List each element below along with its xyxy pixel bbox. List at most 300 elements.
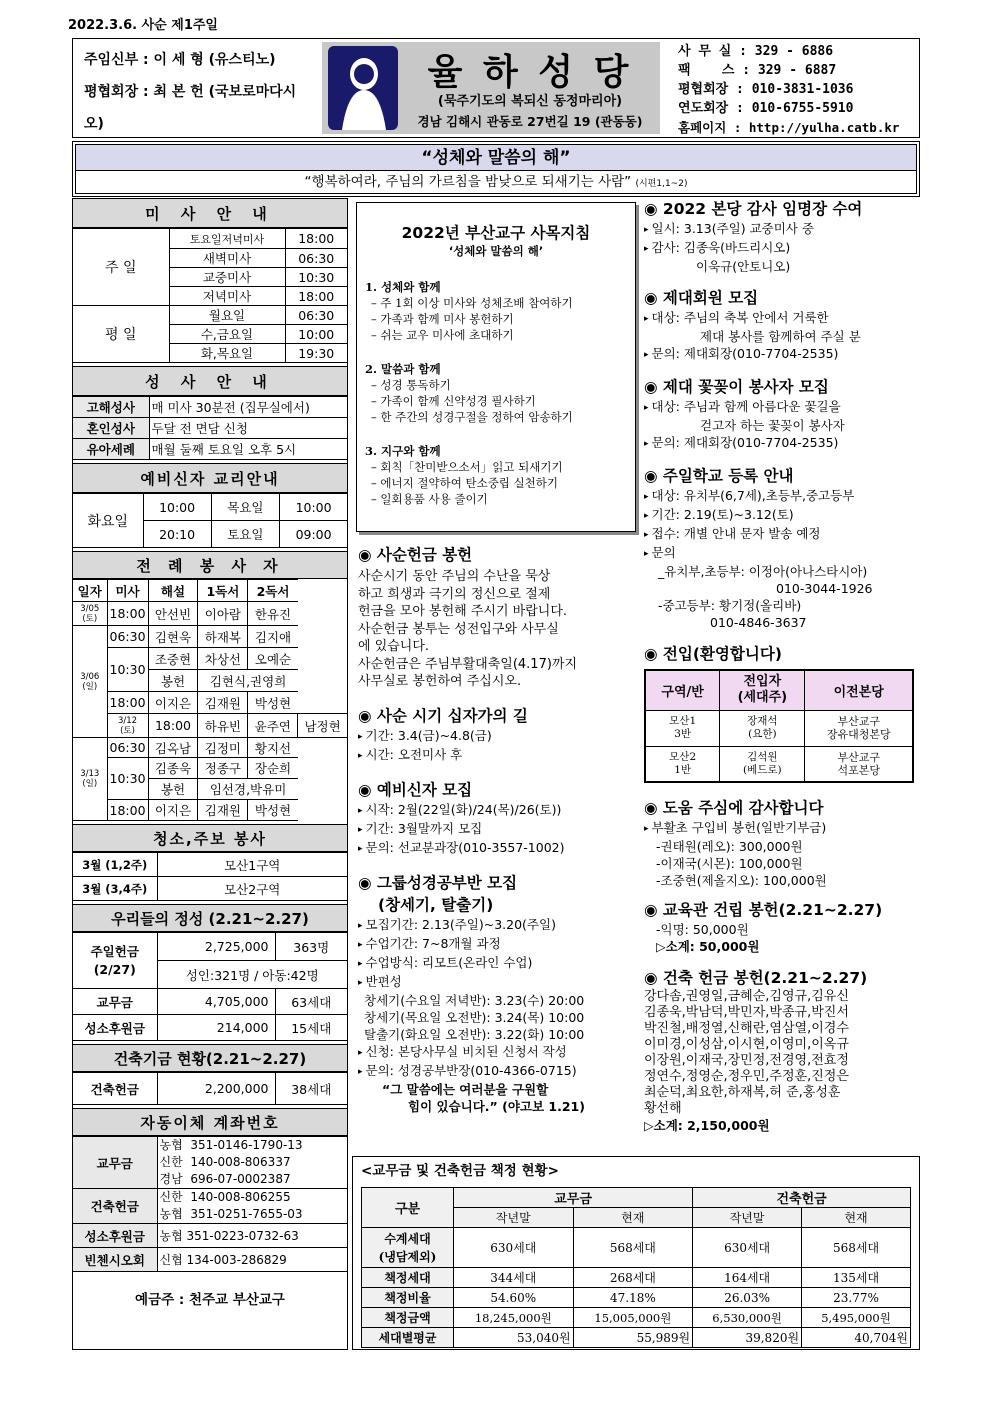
status-row-label: 책정세대 — [362, 1268, 454, 1288]
text-line: 하고 희생과 극기의 정신으로 절제 — [358, 586, 551, 602]
donor-line: 최순덕,최요한,하재복,허 준,홍성훈 — [644, 1085, 841, 1100]
class-time: 09:00 — [280, 521, 347, 548]
school-item — [644, 506, 920, 525]
server-cell: 차상선 — [198, 648, 248, 670]
class-day: 화요일 — [73, 494, 143, 548]
recruit-item — [358, 801, 640, 820]
school-contact: 010-3044-1926 — [776, 581, 873, 596]
servers-header: 2독서 — [248, 580, 298, 602]
mass-time: 18:00 — [285, 229, 347, 249]
mass-name: 교중미사 — [169, 268, 285, 287]
bible-heading: ◉ 그룹성경공부반 모집 — [358, 873, 518, 892]
bullet-icon: ▸ — [644, 439, 649, 449]
stations-item — [358, 727, 640, 746]
diocese-section — [365, 279, 627, 343]
transfer-cell: 장재석 (요한) — [720, 710, 805, 746]
guideline-item: – 에너지 절약하여 탄소중립 실천하기 — [371, 476, 559, 490]
transfer-header: 이전본당 — [805, 670, 913, 710]
item-text: 수업방식: 리모트(온라인 수업) — [365, 954, 533, 970]
appointment-item — [644, 239, 920, 258]
sunday-label: 주 일 — [73, 229, 169, 306]
status-cell: 47.18% — [573, 1288, 693, 1308]
status-cell: 135세대 — [802, 1268, 911, 1288]
account-label: 성소후원금 — [73, 1224, 157, 1248]
flowers-heading: ◉ 제대 꽃꽂이 봉사자 모집 — [644, 378, 829, 396]
bible-class: 창세기(수요일 저녁반): 3.23(수) 20:00 — [364, 992, 585, 1008]
diocese-title: 2022년 부산교구 사목지침 — [401, 224, 591, 242]
building-total: ▷소계: 2,150,000원 — [644, 1118, 770, 1133]
bullet-icon: ▸ — [644, 314, 649, 324]
status-cell: 23.77% — [802, 1288, 911, 1308]
status-cell: 5,495,000원 — [802, 1308, 911, 1328]
altar-extra: 제대 봉사를 함께하여 주실 분 — [700, 329, 861, 344]
bible-class: 창세기(목요일 오전반): 3.24(목) 10:00 — [364, 1009, 585, 1025]
offering-count: 63세대 — [275, 989, 347, 1015]
server-cell: 하재복 — [198, 626, 248, 648]
church-block — [322, 42, 660, 134]
item-text: 문의: 제대회장(010-7704-2535) — [651, 435, 839, 450]
status-cell: 53,040원 — [454, 1328, 574, 1348]
item-text: 대상: 유치부(6,7세),초등부,중고등부 — [651, 488, 855, 503]
middle-column — [352, 198, 640, 1156]
server-time: 10:30 — [107, 758, 148, 800]
bible-verse: “그 말씀에는 여러분을 구원할 — [382, 1081, 549, 1097]
school-item — [644, 525, 920, 544]
bullet-icon: ▸ — [644, 549, 649, 559]
office-phone: 사 무 실 : 329 - 6886 — [678, 44, 834, 59]
right-column — [640, 198, 920, 1156]
thanks-item: -이재국(시몬): 100,000원 — [656, 856, 803, 871]
servers-title: 전 례 봉 사 자 — [73, 551, 347, 579]
building-fund-table — [73, 1072, 347, 1105]
bible-class: 탈출기(화요일 오전반): 3.22(화) 10:00 — [364, 1026, 585, 1042]
school-contact: -중고등부: 황기정(올리바) — [658, 598, 802, 613]
bullet-icon: ▸ — [358, 843, 363, 854]
server-date: 3/05 (토) — [73, 602, 107, 626]
thanks-heading: ◉ 도움 주심에 감사합니다 — [644, 799, 824, 817]
item-text: 수업기간: 7~8개월 과정 — [365, 935, 501, 951]
server-cell: 한유진 — [248, 602, 298, 626]
server-cell: 황지선 — [248, 738, 298, 758]
server-time: 18:00 — [148, 714, 198, 738]
server-cell: 김현식,권영희 — [198, 670, 298, 692]
diocese-box — [356, 202, 636, 532]
status-cell: 40,704원 — [802, 1328, 911, 1348]
bullet-icon: ▸ — [644, 511, 649, 521]
building-names — [644, 989, 920, 1117]
bullet-icon: ▸ — [358, 977, 363, 988]
bullet-icon: ▸ — [644, 824, 649, 834]
bible-item — [358, 1062, 640, 1081]
status-cell: 268세대 — [573, 1268, 693, 1288]
class-day: 토요일 — [211, 521, 280, 548]
account-numbers: 신한 140-008-806255 농협 351-0251-7655-03 — [157, 1189, 347, 1224]
left-column — [72, 198, 348, 1350]
status-cell: 39,820원 — [693, 1328, 802, 1348]
server-cell: 봉헌 — [148, 779, 198, 800]
accounts-title: 자동이체 계좌번호 — [73, 1108, 347, 1136]
mass-name: 토요일저녁미사 — [169, 229, 285, 249]
mass-name: 화,목요일 — [169, 344, 285, 363]
bible-item — [358, 916, 640, 935]
education-total: ▷소계: 50,000원 — [656, 939, 760, 954]
bullet-icon: ▸ — [644, 244, 649, 254]
server-cell: 박성현 — [248, 800, 298, 821]
fund-amount: 2,200,000 — [157, 1073, 275, 1105]
donor-line: 박진철,배정열,신해란,염삼열,이경수 — [644, 1021, 849, 1036]
item-text: 문의: 제대회장(010-7704-2535) — [651, 346, 839, 361]
server-cell: 이아람 — [198, 602, 248, 626]
lent-heading: ◉ 사순헌금 봉헌 — [358, 546, 473, 564]
server-cell: 김현욱 — [148, 626, 198, 648]
donor-line: 정연수,정영순,정우민,주정훈,진정은 — [644, 1069, 849, 1084]
lent-body — [358, 568, 640, 691]
guideline-item: – 주 1회 이상 미사와 성체조배 참여하기 — [371, 296, 573, 310]
item-text: 일시: 3.13(주일) 교중미사 중 — [651, 221, 814, 236]
sacrament-info: 매월 둘째 토요일 오후 5시 — [149, 439, 347, 460]
school-contact: 010-4846-3637 — [710, 615, 807, 630]
recruit-item — [358, 820, 640, 839]
diocese-section — [365, 443, 627, 507]
mass-time: 10:00 — [285, 325, 347, 344]
status-sub-head: 현재 — [573, 1208, 693, 1228]
bible-item — [358, 973, 640, 992]
item-text: 기간: 2.19(토)~3.12(토) — [651, 507, 794, 522]
item-text: 대상: 주님의 축복 안에서 거룩한 — [651, 310, 829, 325]
status-cell: 164세대 — [693, 1268, 802, 1288]
offering-label: 성소후원금 — [73, 1015, 157, 1041]
church-address: 경남 김해시 관동로 27번길 19 (관동동) — [417, 114, 643, 129]
cleaning-area: 모산2구역 — [157, 877, 347, 901]
bullet-icon: ▸ — [358, 1047, 363, 1058]
status-cell: 630세대 — [693, 1228, 802, 1268]
account-numbers: 신협 134-003-286829 — [157, 1248, 347, 1272]
catechumen-table — [73, 493, 347, 548]
flowers-item — [644, 434, 920, 453]
school-item — [644, 487, 920, 506]
section-heading: 3. 지구와 함께 — [365, 444, 441, 458]
diocese-section — [365, 361, 627, 425]
text-line: 사순헌금 봉투는 성전입구와 사무실 — [358, 621, 559, 637]
mass-title: 미 사 안 내 — [73, 198, 347, 228]
status-sub-head: 현재 — [802, 1208, 911, 1228]
mass-time: 06:30 — [285, 306, 347, 325]
servers-header: 1독서 — [198, 580, 248, 602]
altar-item — [644, 345, 920, 364]
altar-item — [644, 309, 920, 328]
account-label: 교무금 — [73, 1137, 157, 1189]
recruit-heading: ◉ 예비신자 모집 — [358, 780, 473, 799]
thanks-item: -조중현(제올지오): 100,000원 — [656, 873, 827, 888]
servers-header: 일자 — [73, 580, 107, 602]
servers-header: 해설 — [148, 580, 198, 602]
mass-time: 19:30 — [285, 344, 347, 363]
text-line: 사무실로 봉헌하여 주십시오. — [358, 674, 522, 689]
transfer-header: 전입자 (세대주) — [720, 670, 805, 710]
status-cell: 15,005,000원 — [573, 1308, 693, 1328]
item-text: 신청: 본당사무실 비치된 신청서 작성 — [365, 1043, 567, 1059]
server-cell: 하유빈 — [198, 714, 248, 738]
offering-amount: 214,000 — [157, 1015, 275, 1041]
transfer-header: 구역/반 — [645, 670, 720, 710]
fund-count: 38세대 — [275, 1073, 347, 1105]
status-cell: 6,530,000원 — [693, 1308, 802, 1328]
server-time: 10:30 — [107, 648, 148, 692]
transfer-cell: 모산2 1반 — [645, 746, 720, 782]
text-line: 헌금을 모아 봉헌해 주시기 바랍니다. — [358, 604, 568, 619]
issue-date: 2022.3.6. 사순 제1주일 — [68, 18, 218, 33]
offering-label: 교무금 — [73, 989, 157, 1015]
item-text: 부활초 구입비 봉헌(일반기부금) — [651, 820, 827, 835]
server-cell: 이지은 — [148, 692, 198, 714]
school-contact: _유치부,초등부: 이정아(아나스타시아) — [658, 564, 868, 579]
server-cell: 조중현 — [148, 648, 198, 670]
cleaning-table — [73, 852, 347, 901]
school-item — [644, 544, 920, 563]
status-cell: 630세대 — [454, 1228, 574, 1268]
banner-quote: “행복하여라, 주님의 가르침을 밤낮으로 되새기는 사람” — [304, 174, 632, 190]
status-cell: 26.03% — [693, 1288, 802, 1308]
text-line: 사순헌금은 주님부활대축일(4.17)까지 — [358, 656, 578, 672]
bullet-icon: ▸ — [358, 958, 363, 969]
transfer-cell: 부산교구 장유대청본당 — [805, 710, 913, 746]
section-heading: 2. 말씀과 함께 — [365, 362, 441, 376]
offering-detail: 성인:321명 / 아동:42명 — [157, 961, 347, 989]
bible-heading-sub: (창세기, 탈출기) — [378, 895, 494, 914]
bullet-icon: ▸ — [358, 824, 363, 835]
mass-name: 저녁미사 — [169, 287, 285, 306]
church-name: 율 하 성 당 — [427, 52, 633, 93]
bullet-icon: ▸ — [644, 350, 649, 360]
status-row-label: 수계세대 (냉담제외) — [362, 1228, 454, 1268]
server-cell: 이지은 — [148, 800, 198, 821]
donor-line: 이장원,이재국,장민정,전경영,전효정 — [644, 1053, 849, 1068]
item-text: 대상: 주님과 함께 아름다운 꽃길을 — [651, 399, 841, 414]
item-text: 모집기간: 2.13(주일)~3.20(주일) — [365, 916, 556, 932]
madonna-logo — [328, 46, 398, 130]
server-time: 18:00 — [107, 800, 148, 821]
stations-item — [358, 746, 640, 765]
status-table — [361, 1187, 911, 1348]
mass-time: 18:00 — [285, 287, 347, 306]
cleaning-week: 3월 (1,2주) — [73, 853, 157, 877]
bullet-icon: ▸ — [358, 750, 363, 761]
council-name: 평협회장 : 최 본 헌 (국보로마다시오) — [84, 84, 297, 132]
class-time: 20:10 — [143, 521, 211, 548]
thanks-item: -권태원(레오): 300,000원 — [656, 839, 803, 854]
mass-table — [73, 228, 347, 363]
server-cell: 오예순 — [248, 648, 298, 670]
header-contacts — [678, 42, 918, 137]
bullet-icon: ▸ — [644, 492, 649, 502]
server-cell: 안선빈 — [148, 602, 198, 626]
year-banner — [72, 141, 920, 197]
sacrament-info: 매 미사 30분전 (집무실에서) — [149, 397, 347, 418]
offering-amount: 4,705,000 — [157, 989, 275, 1015]
thanks-sub — [644, 819, 920, 838]
fax-number: 팩 스 : 329 - 6887 — [678, 63, 837, 78]
bible-verse-end: 힘이 있습니다.” (야고보 1.21) — [408, 1098, 585, 1114]
status-row-label: 책정비율 — [362, 1288, 454, 1308]
donor-line: 황선해 — [644, 1101, 682, 1116]
server-time: 18:00 — [107, 602, 148, 626]
appointment-heading: ◉ 2022 본당 감사 임명장 수여 — [644, 200, 863, 218]
transfer-cell: 김석원 (베드로) — [720, 746, 805, 782]
offering-title: 우리들의 정성 (2.21~2.27) — [73, 904, 347, 932]
transfer-table — [644, 669, 914, 783]
donor-line: 강다솜,권영일,금혜순,김영규,김유신 — [644, 989, 849, 1004]
item-text: 반편성 — [365, 973, 402, 989]
offering-count: 15세대 — [275, 1015, 347, 1041]
banner-title: “성체와 말씀의 해” — [76, 145, 916, 171]
bible-item — [358, 954, 640, 973]
sacrament-info: 두달 전 면담 신청 — [149, 418, 347, 439]
item-text: 문의: 성경공부반장(010-4366-0715) — [365, 1062, 577, 1078]
cleaning-area: 모산1구역 — [157, 853, 347, 877]
class-day: 목요일 — [211, 494, 280, 521]
item-text: 시간: 오전미사 후 — [365, 746, 463, 762]
guideline-item: – 가족과 함께 미사 봉헌하기 — [371, 312, 514, 326]
item-text: 시작: 2월(22일(화)/24(목)/26(토)) — [365, 801, 562, 817]
guideline-item: – 쉬는 교우 미사에 초대하기 — [371, 328, 514, 342]
status-sub-head: 작년말 — [693, 1208, 802, 1228]
elder-phone: 연도회장 : 010-6755-5910 — [678, 101, 854, 116]
bullet-icon: ▸ — [644, 530, 649, 540]
status-row-label: 세대별평균 — [362, 1328, 454, 1348]
recruit-item — [358, 839, 640, 858]
appointment-extra: 이욱규(안토니오) — [696, 259, 791, 274]
bullet-icon: ▸ — [358, 1066, 363, 1077]
stations-heading: ◉ 사순 시기 십자가의 길 — [358, 706, 528, 725]
council-phone: 평협회장 : 010-3831-1036 — [678, 82, 854, 97]
flowers-extra: 걷고자 하는 꽃꽂이 봉사자 — [700, 418, 845, 433]
guideline-item: – 일회용품 사용 줄이기 — [371, 492, 488, 506]
education-heading: ◉ 교육관 건립 봉헌(2.21~2.27) — [644, 901, 883, 919]
status-cell: 54.60% — [454, 1288, 574, 1308]
guideline-item: – 한 주간의 성경구절을 정하여 암송하기 — [371, 410, 573, 424]
building-heading: ◉ 건축 헌금 봉헌(2.21~2.27) — [644, 969, 868, 987]
server-cell: 임선경,박유미 — [198, 779, 298, 800]
fund-label: 건축헌금 — [73, 1073, 157, 1105]
mass-time: 06:30 — [285, 249, 347, 268]
server-cell: 봉헌 — [148, 670, 198, 692]
mass-time: 10:30 — [285, 268, 347, 287]
sacrament-name: 고해성사 — [73, 397, 149, 418]
server-cell: 장순희 — [248, 758, 298, 779]
status-box — [352, 1156, 920, 1350]
bible-item — [358, 1043, 640, 1062]
transfer-cell: 부산교구 석포본당 — [805, 746, 913, 782]
mass-name: 수,금요일 — [169, 325, 285, 344]
building-fund-title: 건축기금 현황(2.21~2.27) — [73, 1044, 347, 1072]
transfer-heading: ◉ 전입(환영합니다) — [644, 645, 782, 663]
server-cell: 김재원 — [198, 692, 248, 714]
server-cell: 김종욱 — [148, 758, 198, 779]
guideline-item: – 가족이 함께 신약성경 필사하기 — [371, 394, 536, 408]
server-cell: 정종구 — [198, 758, 248, 779]
item-text: 기간: 3월말까지 모집 — [365, 820, 483, 836]
server-cell: 남정현 — [298, 714, 347, 738]
status-cell: 568세대 — [802, 1228, 911, 1268]
sacrament-name: 유아세례 — [73, 439, 149, 460]
server-cell: 김지애 — [248, 626, 298, 648]
offering-count: 363명 — [275, 933, 347, 961]
account-label: 빈첸시오회 — [73, 1248, 157, 1272]
server-cell: 김옥남 — [148, 738, 198, 758]
account-label: 건축헌금 — [73, 1189, 157, 1224]
offering-table — [73, 932, 347, 1041]
item-text: 감사: 김종욱(바드리시오) — [651, 240, 791, 255]
server-cell: 김정미 — [198, 738, 248, 758]
guideline-item: – 회칙「찬미받으소서」읽고 되새기기 — [371, 460, 563, 474]
status-col-head: 건축헌금 — [693, 1188, 911, 1208]
servers-table — [73, 579, 347, 821]
server-date: 3/12 (토) — [107, 714, 148, 738]
diocese-subtitle: ‘성체와 말씀의 해’ — [448, 244, 544, 258]
status-cell: 344세대 — [454, 1268, 574, 1288]
bullet-icon: ▸ — [644, 225, 649, 235]
church-patron: (묵주기도의 복되신 동정마리아) — [437, 94, 623, 109]
sacrament-name: 혼인성사 — [73, 418, 149, 439]
donor-line: 이미경,이성삼,이시현,이영미,이옥규 — [644, 1037, 849, 1052]
item-text: 문의 — [651, 545, 676, 560]
account-numbers: 농협 351-0223-0732-63 — [157, 1224, 347, 1248]
item-text: 기간: 3.4(금)~4.8(금) — [365, 727, 492, 743]
account-numbers: 농협 351-0146-1790-13 신한 140-008-806337 경남 696-07-0002387 — [157, 1137, 347, 1189]
server-date: 3/06 (일) — [73, 626, 107, 738]
offering-label: 주일헌금 (2/27) — [73, 933, 157, 989]
status-cell: 18,245,000원 — [454, 1308, 574, 1328]
server-cell: 윤주연 — [248, 714, 298, 738]
mass-name: 새벽미사 — [169, 249, 285, 268]
cleaning-title: 청소,주보 봉사 — [73, 824, 347, 852]
class-time: 10:00 — [280, 494, 347, 521]
text-line: 사순시기 동안 주님의 수난을 묵상 — [358, 569, 551, 584]
donor-line: 김종욱,박남덕,박민자,박종규,박진서 — [644, 1005, 849, 1020]
school-heading: ◉ 주일학교 등록 안내 — [644, 467, 794, 485]
item-text: 접수: 개별 안내 문자 발송 예정 — [651, 526, 821, 541]
section-heading: 1. 성체와 함께 — [365, 280, 441, 294]
altar-heading: ◉ 제대회원 모집 — [644, 289, 759, 307]
homepage-link[interactable]: 홈페이지 : http://yulha.catb.kr — [678, 120, 900, 135]
server-date: 3/13 (일) — [73, 738, 107, 821]
status-row-label: 책정금액 — [362, 1308, 454, 1328]
cleaning-week: 3월 (3,4주) — [73, 877, 157, 901]
mass-name: 월요일 — [169, 306, 285, 325]
status-title: <교무금 및 건축헌금 책정 현황> — [361, 1163, 559, 1179]
bullet-icon: ▸ — [644, 403, 649, 413]
sacrament-title: 성 사 안 내 — [73, 366, 347, 396]
account-holder: 예금주 : 천주교 부산교구 — [135, 1292, 285, 1308]
accounts-table — [73, 1136, 347, 1272]
class-time: 10:00 — [143, 494, 211, 521]
server-cell: 김재원 — [198, 800, 248, 821]
status-cell: 55,989원 — [573, 1328, 693, 1348]
server-time: 06:30 — [107, 626, 148, 648]
server-cell: 박성현 — [248, 692, 298, 714]
transfer-cell: 모산1 3반 — [645, 710, 720, 746]
banner-ref: (시편1,1~2) — [635, 179, 688, 189]
education-item: -익명: 50,000원 — [656, 922, 749, 937]
flowers-item — [644, 398, 920, 417]
bullet-icon: ▸ — [358, 805, 363, 816]
guideline-item: – 성경 통독하기 — [371, 378, 451, 392]
appointment-item — [644, 220, 920, 239]
bullet-icon: ▸ — [358, 920, 363, 931]
server-time: 06:30 — [107, 738, 148, 758]
offering-amount: 2,725,000 — [157, 933, 275, 961]
priest-name: 주임신부 : 이 세 형 (유스티노) — [84, 52, 276, 68]
